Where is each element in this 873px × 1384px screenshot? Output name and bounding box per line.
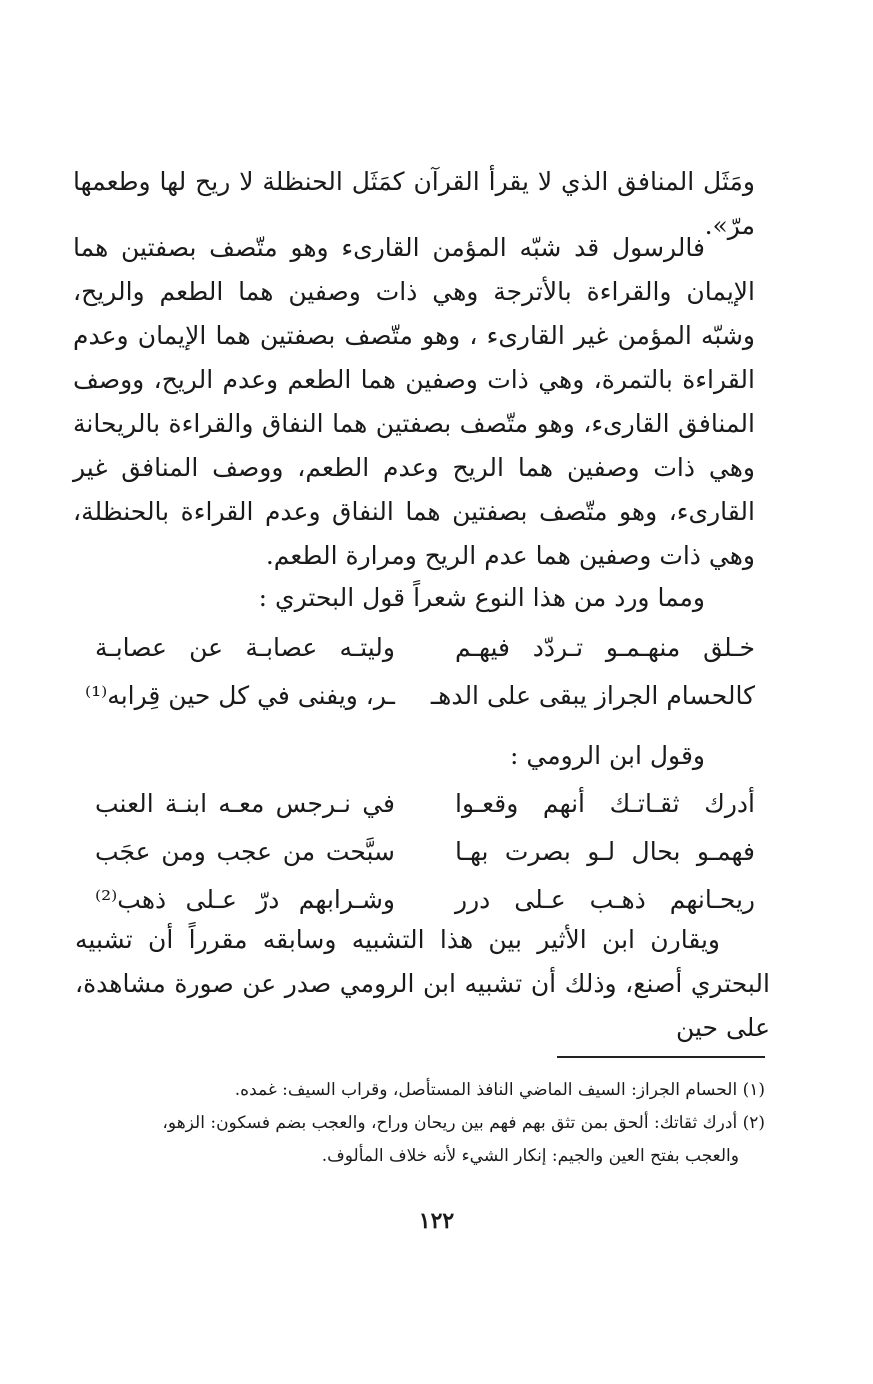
verse-second-hemistich: وليتـه عصابـة عن عصابـة [95,633,395,662]
verse-line [95,828,755,876]
footnote-2: (٢) أدرك ثقاتك: ألحق بمن تثق بهم فهم بين ريحان وراح، والعجب بضم فسكون: الزهو، [162,1113,765,1133]
verse-first-hemistich: فهمـو بحال لـو بصرت بهـا [455,837,755,866]
footnote-2-continuation: والعجب بفتح العين والجيم: إنكار الشيء لأنه خلاف المألوف. [321,1146,739,1166]
footnote-divider [557,1056,765,1058]
verse-second-hemistich: وشـرابهم درّ عـلى ذهب⁽²⁾ [95,885,395,914]
footnote-1: (١) الحسام الجراز: السيف الماضي النافذ المستأصل، وقراب السيف: غمده. [234,1080,765,1100]
verse-first-hemistich: خـلق منهـمـو تـردّد فيهـم [455,633,755,662]
verse-first-hemistich: ريحـانهم ذهـب عـلى درر [455,885,755,914]
paragraph-ibn-rumi-intro: وقول ابن الرومي : [510,741,705,770]
verse-second-hemistich: في نـرجس معـه ابنـة العنب [95,789,395,818]
verse-first-hemistich: كالحسام الجراز يبقى على الدهـ [430,681,755,710]
footnotes [75,1074,765,1173]
paragraph-line: ومَثَل المنافق الذي لا يقرأ القرآن كمَثَل الحنظلة لا ريح لها وطعمها مرّ». [73,167,755,240]
verse-line [95,780,755,828]
verse-line [85,672,755,720]
verse-bohtori [85,624,755,720]
verse-second-hemistich: ـر، ويفنى في كل حين قِرابه⁽¹⁾ [85,681,395,710]
page-number: ١٢٢ [418,1208,455,1234]
verse-first-hemistich: أدرك ثقـاتـك أنهم وقعـوا [455,789,755,818]
paragraph-comparison: ويقارن ابن الأثير بين هذا التشبيه وسابقه مقرراً أن تشبيه البحتري أصنع، وذلك أن تشبيه ابن الرومي صدر عن صورة مشاهدة، على حين [75,925,770,1042]
paragraph-explanation: فالرسول قد شبّه المؤمن القارىء وهو متّصف بصفتين هما الإيمان والقراءة بالأترجة وهي ذات وصفين هما الطعم والريح، وشبّه المؤمن غير القارىء ، وهو متّصف بصفتين هما الإيمان وعدم القراءة بالتمرة، وهي ذات وصفين هما الطعم وعدم الريح، ووصف المنافق القارىء، وهو متّصف بصفتين هما النفاق والقراءة بالريحانة وهي ذات وصفين هما الريح وعدم الطعم، ووصف المنافق غير القارىء، وهو متّصف بصفتين هما النفاق وعدم القراءة بالحنظلة، وهي ذات وصفين هما عدم الريح ومرارة الطعم. [73,233,755,570]
verse-line [95,624,755,672]
verse-ibn-rumi [95,780,755,924]
verse-line [95,876,755,924]
verse-second-hemistich: سبَّحت من عجب ومن عجَب [95,837,395,866]
paragraph-bohtori-intro: ومما ورد من هذا النوع شعراً قول البحتري : [258,583,705,612]
